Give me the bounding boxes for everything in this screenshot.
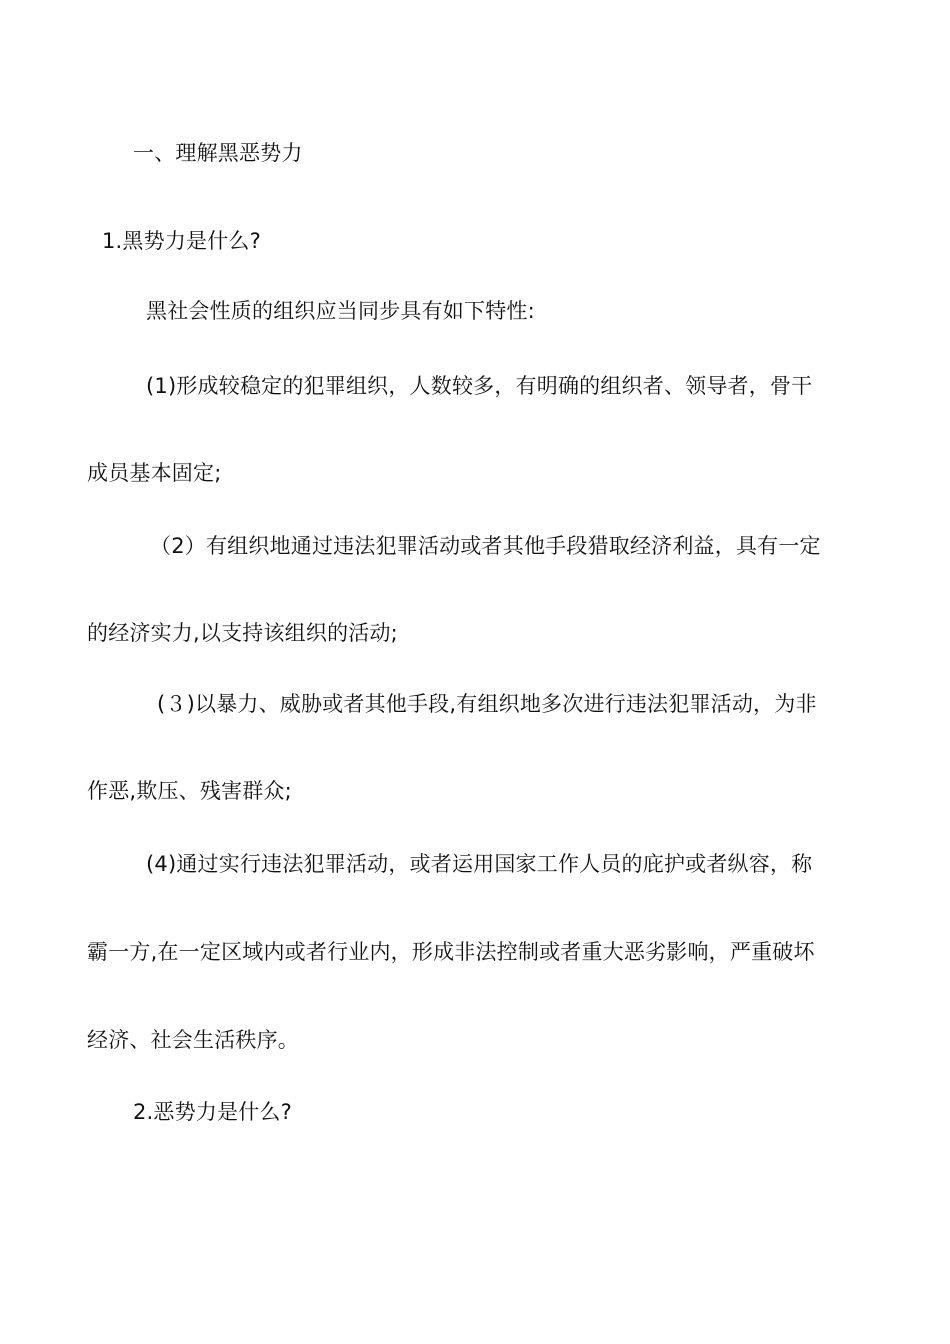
question-heading-1: 1.黑势力是什么?	[102, 229, 261, 253]
item-2-line-2: 的经济实力,以支持该组织的活动;	[87, 621, 398, 645]
item-4-line-3: 经济、社会生活秩序。	[87, 1028, 299, 1052]
section-heading: 一、理解黑恶势力	[133, 141, 303, 165]
item-3-line-1: (３)以暴力、威胁或者其他手段,有组织地多次进行违法犯罪活动，为非	[157, 692, 817, 716]
item-4-line-2: 霸一方,在一定区域内或者行业内，形成非法控制或者重大恶劣影响，严重破坏	[87, 940, 815, 964]
item-4-line-1: (4)通过实行违法犯罪活动，或者运用国家工作人员的庇护或者纵容，称	[146, 852, 813, 876]
item-1-line-1: (1)形成较稳定的犯罪组织，人数较多，有明确的组织者、领导者，骨干	[146, 374, 813, 398]
item-3-line-2: 作恶,欺压、残害群众;	[87, 779, 292, 803]
intro-paragraph: 黑社会性质的组织应当同步具有如下特性:	[146, 299, 535, 323]
item-1-line-2: 成员基本固定;	[87, 461, 222, 485]
question-heading-2: 2.恶势力是什么?	[133, 1100, 292, 1124]
item-2-line-1: （2）有组织地通过违法犯罪活动或者其他手段猎取经济利益，具有一定	[150, 534, 821, 558]
